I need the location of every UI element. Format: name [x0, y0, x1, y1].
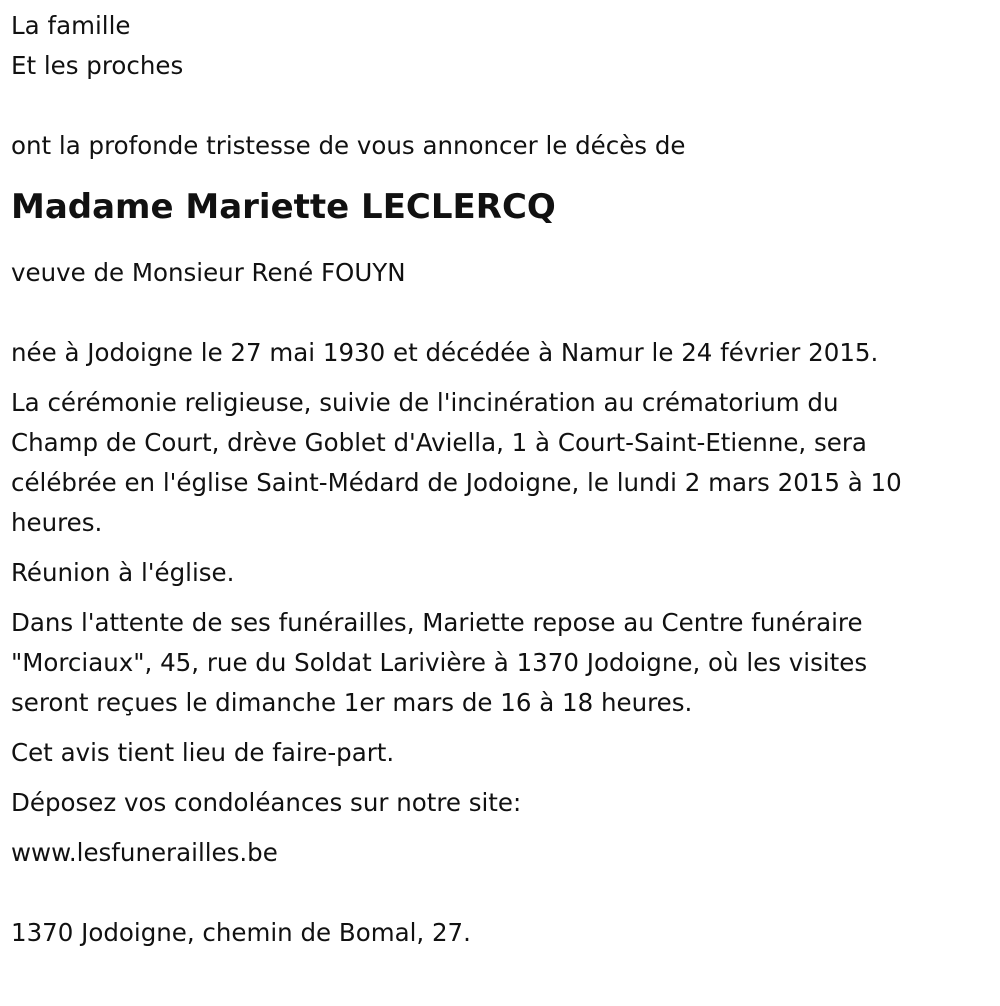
spacer — [11, 873, 986, 913]
viewing-paragraph — [11, 603, 986, 723]
ceremony-line: heures. — [11, 508, 103, 537]
deceased-name: Madame Mariette LECLERCQ — [11, 187, 556, 227]
ceremony-line: Champ de Court, drève Goblet d'Aviella, 1 à Court-Saint-Etienne, sera — [11, 428, 867, 457]
condolences-text: Déposez vos condoléances sur notre site: — [11, 788, 522, 817]
notice-text: Cet avis tient lieu de faire-part. — [11, 738, 395, 767]
viewing-line: seront reçues le dimanche 1er mars de 16 à 18 heures. — [11, 688, 693, 717]
address-line: 1370 Jodoigne, chemin de Bomal, 27. — [11, 918, 471, 947]
website-link[interactable]: www.lesfunerailles.be — [11, 838, 278, 867]
meeting-text: Réunion à l'église. — [11, 558, 235, 587]
viewing-line: "Morciaux", 45, rue du Soldat Larivière à 1370 Jodoigne, où les visites — [11, 648, 868, 677]
ceremony-line: La cérémonie religieuse, suivie de l'incinération au crématorium du — [11, 388, 839, 417]
family-line: La famille — [11, 11, 131, 40]
relatives-line: Et les proches — [11, 51, 184, 80]
notice-paragraph — [11, 733, 986, 773]
obituary-notice — [11, 6, 986, 953]
website-line — [11, 833, 986, 873]
birth-death-paragraph — [11, 333, 986, 373]
birth-death-text: née à Jodoigne le 27 mai 1930 et décédée à Namur le 24 février 2015. — [11, 338, 879, 367]
spacer — [11, 293, 986, 333]
details-section — [11, 333, 986, 873]
spacer — [11, 86, 986, 126]
condolences-paragraph — [11, 783, 986, 823]
viewing-line: Dans l'attente de ses funérailles, Mariette repose au Centre funéraire — [11, 608, 863, 637]
ceremony-paragraph — [11, 383, 986, 543]
meeting-paragraph — [11, 553, 986, 593]
ceremony-line: célébrée en l'église Saint-Médard de Jodoigne, le lundi 2 mars 2015 à 10 — [11, 468, 902, 497]
spouse-line: veuve de Monsieur René FOUYN — [11, 258, 406, 287]
announcement-text: ont la profonde tristesse de vous annoncer le décès de — [11, 131, 686, 160]
website-paragraph — [11, 833, 986, 873]
